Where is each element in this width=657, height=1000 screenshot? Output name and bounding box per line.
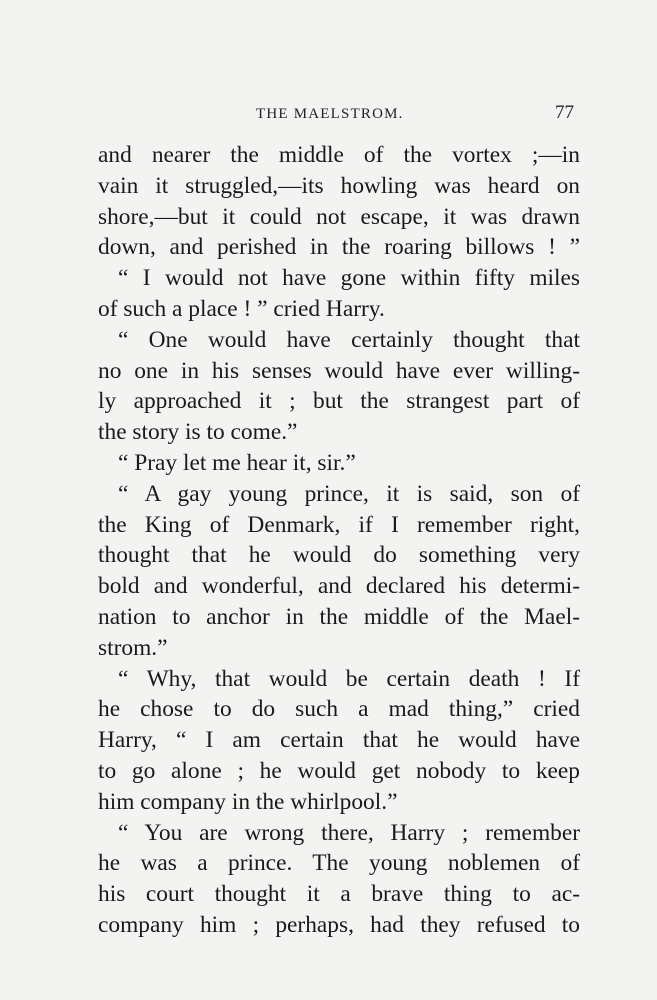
text-line: nation to anchor in the middle of the Mael- — [98, 603, 580, 630]
text-line: him company in the whirlpool.” — [98, 788, 398, 815]
body-text — [98, 140, 580, 941]
text-line: company him ; perhaps, had they refused to — [98, 911, 580, 938]
text-line: no one in his senses would have ever willing- — [98, 357, 580, 384]
text-line: “ One would have certainly thought that — [118, 326, 580, 353]
running-title: THE MAELSTROM. — [256, 106, 404, 122]
text-line: he was a prince. The young noblemen of — [98, 850, 580, 877]
text-line: ly approached it ; but the strangest part of — [98, 388, 580, 415]
text-line: thought that he would do something very — [98, 542, 580, 569]
text-line: “ A gay young prince, it is said, son of — [118, 480, 580, 507]
text-line: “ You are wrong there, Harry ; remember — [118, 819, 580, 846]
text-line: “ Pray let me hear it, sir.” — [118, 449, 356, 476]
page-number: 77 — [555, 102, 574, 123]
text-line: he chose to do such a mad thing,” cried — [98, 696, 580, 723]
text-line: the King of Denmark, if I remember right, — [98, 511, 580, 538]
text-line: “ Why, that would be certain death ! If — [118, 665, 580, 692]
text-line: of such a place ! ” cried Harry. — [98, 295, 385, 322]
text-line: his court thought it a brave thing to ac- — [98, 881, 580, 908]
text-line: strom.” — [98, 634, 168, 661]
text-line: and nearer the middle of the vortex ;—in — [98, 142, 580, 168]
text-line: vain it struggled,—its howling was heard on — [98, 172, 580, 199]
text-line: down, and perished in the roaring billows ! ” — [98, 234, 580, 261]
text-line: to go alone ; he would get nobody to keep — [98, 757, 580, 784]
text-line: the story is to come.” — [98, 419, 298, 446]
text-line: “ I would not have gone within fifty miles — [118, 265, 580, 292]
text-line: bold and wonderful, and declared his determi- — [98, 573, 580, 600]
text-line: shore,—but it could not escape, it was drawn — [98, 203, 580, 230]
text-line: Harry, “ I am certain that he would have — [98, 727, 580, 754]
